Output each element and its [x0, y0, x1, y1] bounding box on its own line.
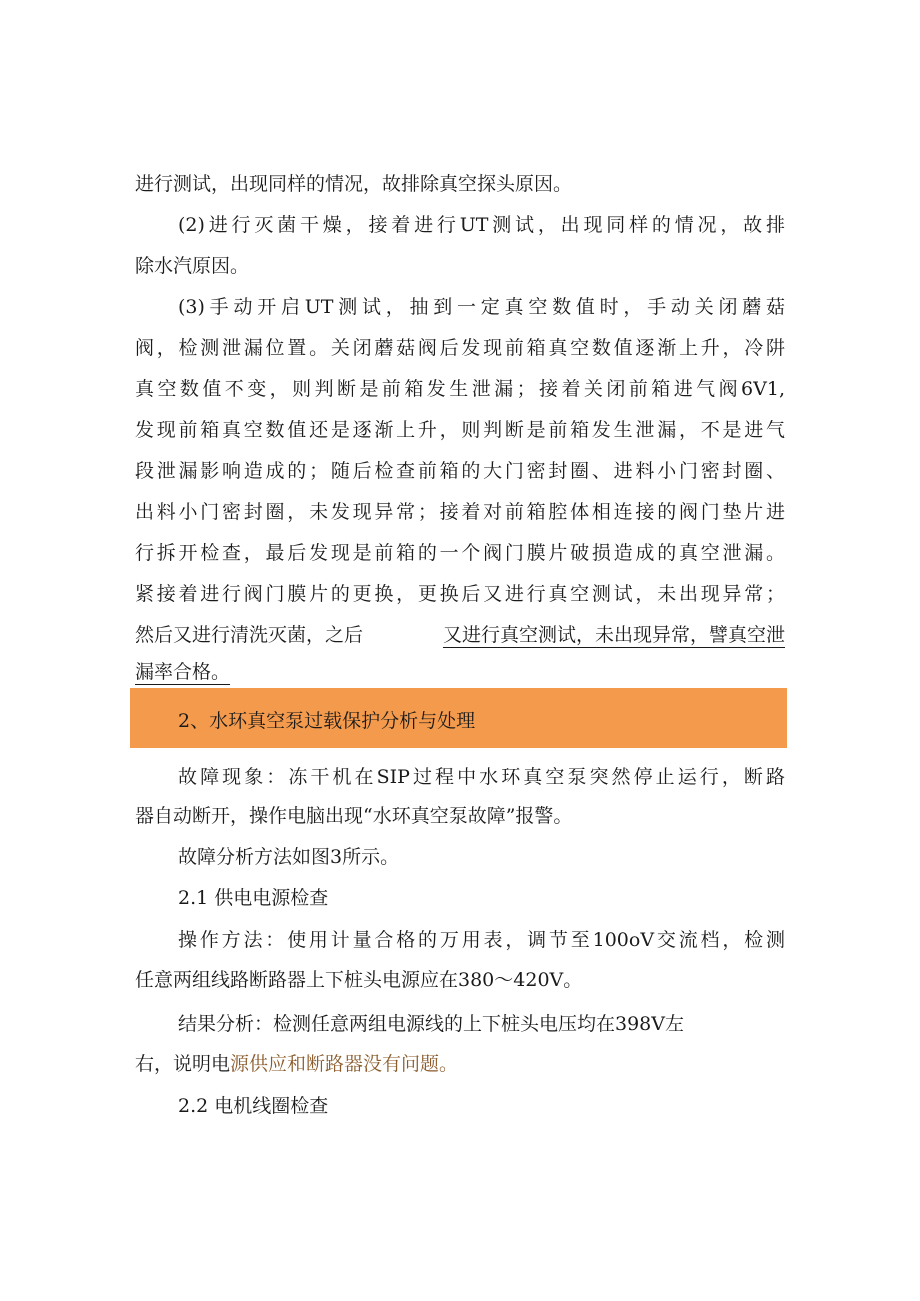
- section-heading-band: [130, 688, 787, 748]
- paragraph-line: 除水汽原因。: [135, 255, 250, 277]
- section-heading: 2、水环真空泵过载保护分析与处理: [178, 710, 476, 732]
- paragraph-line: 结果分析：检测任意两组电源线的上下桩头电压均在398V左: [178, 1013, 684, 1035]
- subsection-title: 2.2 电机线圈检查: [178, 1095, 329, 1117]
- paragraph-line: 器自动断开，操作电脑出现“水环真空泵故障”报警。: [135, 805, 573, 827]
- paragraph-line: 行拆开检查，最后发现是前箱的一个阀门膜片破损造成的真空泄漏。: [135, 542, 785, 564]
- highlighted-text: 源供应和断路器没有问题。: [230, 1053, 459, 1075]
- paragraph-line: 段泄漏影响造成的；随后检查前箱的大门密封圈、进料小门密封圈、: [135, 460, 785, 482]
- paragraph-line: 故障分析方法如图3所示。: [178, 846, 400, 868]
- paragraph-line: 任意两组线路断路器上下桩头电源应在380～420V。: [135, 969, 583, 991]
- paragraph-line: 操作方法：使用计量合格的万用表，调节至100oV交流档，检测: [178, 929, 785, 951]
- paragraph-line: 进行测试，出现同样的情况，故排除真空探头原因。: [135, 173, 573, 195]
- underlined-text: 漏率合格。: [135, 661, 231, 683]
- paragraph-line: 发现前箱真空数值还是逐渐上升，则判断是前箱发生泄漏，不是进气: [135, 419, 785, 441]
- subsection-title: 2.1 供电电源检查: [178, 887, 329, 909]
- paragraph-line: (2)进行灭菌干燥，接着进行UT测试，出现同样的情况，故排: [178, 214, 785, 236]
- paragraph-line: (3)手动开启UT测试，抽到一定真空数值时，手动关闭蘑菇: [178, 296, 785, 318]
- paragraph-line: [135, 1052, 785, 1076]
- underlined-text: 又进行真空测试，未出现异常，譬真空泄: [442, 624, 785, 646]
- paragraph-line: 故障现象：冻干机在SIP过程中水环真空泵突然停止运行，断路: [178, 766, 785, 788]
- paragraph-line: 真空数值不变，则判断是前箱发生泄漏；接着关闭前箱进气阀6V1,: [135, 378, 785, 400]
- paragraph-line: 阀，检测泄漏位置。关闭蘑菇阀后发现前箱真空数值逐渐上升，冷阱: [135, 337, 785, 359]
- paragraph-line: [135, 623, 785, 647]
- paragraph-line: 出料小门密封圈，未发现异常；接着对前箱腔体相连接的阀门垫片进: [135, 501, 785, 523]
- paragraph-text: 然后又进行清洗灭菌，之后: [135, 624, 364, 646]
- paragraph-text: 右，说明电: [135, 1053, 231, 1075]
- paragraph-line: 紧接着进行阀门膜片的更换，更换后又进行真空测试，未出现异常；: [135, 583, 785, 605]
